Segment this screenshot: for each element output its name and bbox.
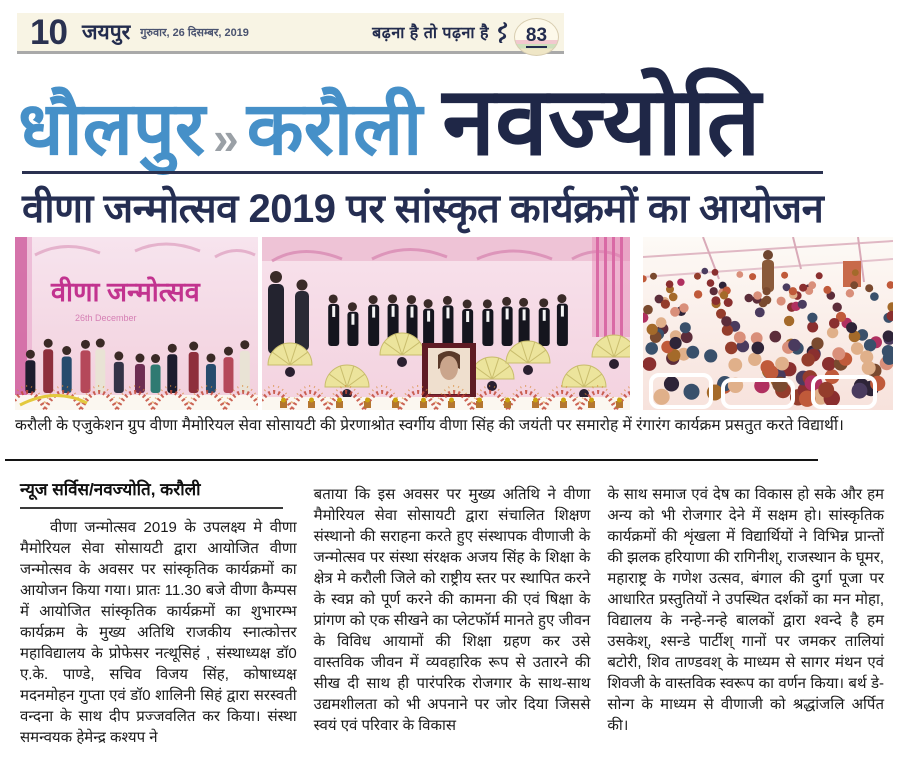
stage-banner-text: वीणा जन्मोत्सव xyxy=(51,277,200,307)
article-body xyxy=(20,473,884,748)
photo-caption: करौली के एजुकेशन ग्रुप वीणा मैमोरियल सेवा सोसायटी की प्रेरणाश्रोत स्वर्गीय वीणा सिंह की जयंती पर समारोह में रंगारंग कार्यक्रम प्रसतुत करते विद्यार्थी। xyxy=(15,417,844,434)
headline-section xyxy=(22,171,823,234)
article-column-1 xyxy=(20,473,297,748)
audience-photo xyxy=(643,237,893,410)
article-column-2 xyxy=(314,473,591,748)
article-column-3 xyxy=(607,473,884,748)
paper-title: नवज्योति xyxy=(442,68,761,175)
article-paragraph-2: बताया कि इस अवसर पर मुख्य अतिथि ने वीणा मैमोरियल सेवा सोसायटी द्वारा संचालित शिक्षण संस्थानो की सराहना करते हुए संस्थापक वीणाजी के जन्मोत्सव पर संस्था संरक्षक अजय सिंह के शिक्षा के क्षेत्र मे करौली जिले को राष्ट्रीय स्तर पर स्थापित करने के स्वप्न को पूर्ण करने की कामना की एवं षिक्षा के प्रांगण को एक सीखने का प्लेटफॉर्म मानते हुए जीवन के विविध आयामों की शिक्षा ग्रहण कर उसे वास्तविक जीवन में व्यवहारिक रूप से उतारने की सीख दी साथ ही पारंपरिक रोजगार के साथ-साथ उद्यमशीलता को भी अपनाने पर जोर दिया जिससे स्वयं एवं परिवार के विकास xyxy=(313,486,591,734)
city-name: जयपुर xyxy=(81,21,131,44)
byline: न्यूज सर्विस/नवज्योति, करौली xyxy=(20,480,201,499)
headline: वीणा जन्मोत्सव 2019 पर सांस्कृत कार्यक्रमों का आयोजन xyxy=(22,187,824,231)
page-number: 10 xyxy=(30,12,67,52)
chevron-separator-icon: » xyxy=(213,112,239,164)
curtain-stripes xyxy=(592,237,630,337)
masthead xyxy=(18,50,903,175)
article-paragraph-3: के साथ समाज एवं देष का विकास हो सके और हम अन्य को भी रोजगार देने में सक्षम हो। सांस्कृतिक कार्यक्रमों की शृंखला में विद्यार्थियों ने विभिन्न प्रान्तों की झलक हरियाणा की रागिनीश्, राजस्थान के घूमर, महाराष्ट्र के गणेश उत्सव, बंगाल की दुर्गा पूजा पर आधारित प्रस्तुतियों ने उपस्थित दर्शकों का मन मोहा, विद्यालय के नन्हे-नन्हे बालकों द्वारा श्वन्दे है हम उसकेश्, श्सन्डे पार्टीश् गानों पर जमकर तालियां बटोरी, शिव ताण्डवश् के माध्यम से सागर मंथन एवं शिवजी के वास्तविक स्वरूप का वर्णन किया। बर्थ डे-सोन्ग के माध्यम से वीणाजी को श्रद्धांजलि अर्पित की। xyxy=(607,486,885,734)
edition-date: गुरुवार, 26 दिसम्बर, 2019 xyxy=(140,26,249,39)
seahorse-icon xyxy=(496,20,509,44)
section-divider xyxy=(5,459,818,461)
badge-number: 83 xyxy=(525,25,548,47)
photo-row xyxy=(15,237,893,410)
byline-block xyxy=(20,473,283,509)
stage-photo-children xyxy=(15,237,258,410)
standing-person xyxy=(762,250,774,292)
article-paragraph-1: वीणा जन्मोत्सव 2019 के उपलक्ष्य मे वीणा मैमोरियल सेवा सोसायटी द्वारा आयोजित वीणा जन्मोत्सव के अवसर पर सांस्कृतिक कार्यक्रमों का आयोजन किया गया। प्रातः 11.30 बजे वीणा कैम्पस में आयोजित सांस्कृतिक कार्यक्रमों का शुभारम्भ कार्यक्रम के मुख्य अतिथि राजकीय स्नात्कोत्तर महाविद्यालय के प्रोफेसर नत्थूसिहं , संस्थाध्यक्ष डॉ0 ए.के. पाण्डे, सचिव विजय सिंह, कोषाध्यक्ष मदनमोहन गुप्ता एवं डॉ0 शालिनी सिहं द्वारा सरस्वती वन्दना के साथ दीप प्रज्जवलित कर किया। संस्था समन्वयक हेमेन्द्र कश्यप ने xyxy=(20,519,297,746)
edition-karauli: करौली xyxy=(246,86,423,170)
header-bar xyxy=(17,13,564,54)
slogan-text: बढ़ना है तो पढ़ना है xyxy=(372,25,489,42)
edition-dholpur: धौलपुर xyxy=(18,86,206,170)
stage-photo-ceremony xyxy=(262,237,630,410)
svg-text:26th December: 26th December xyxy=(75,313,137,323)
